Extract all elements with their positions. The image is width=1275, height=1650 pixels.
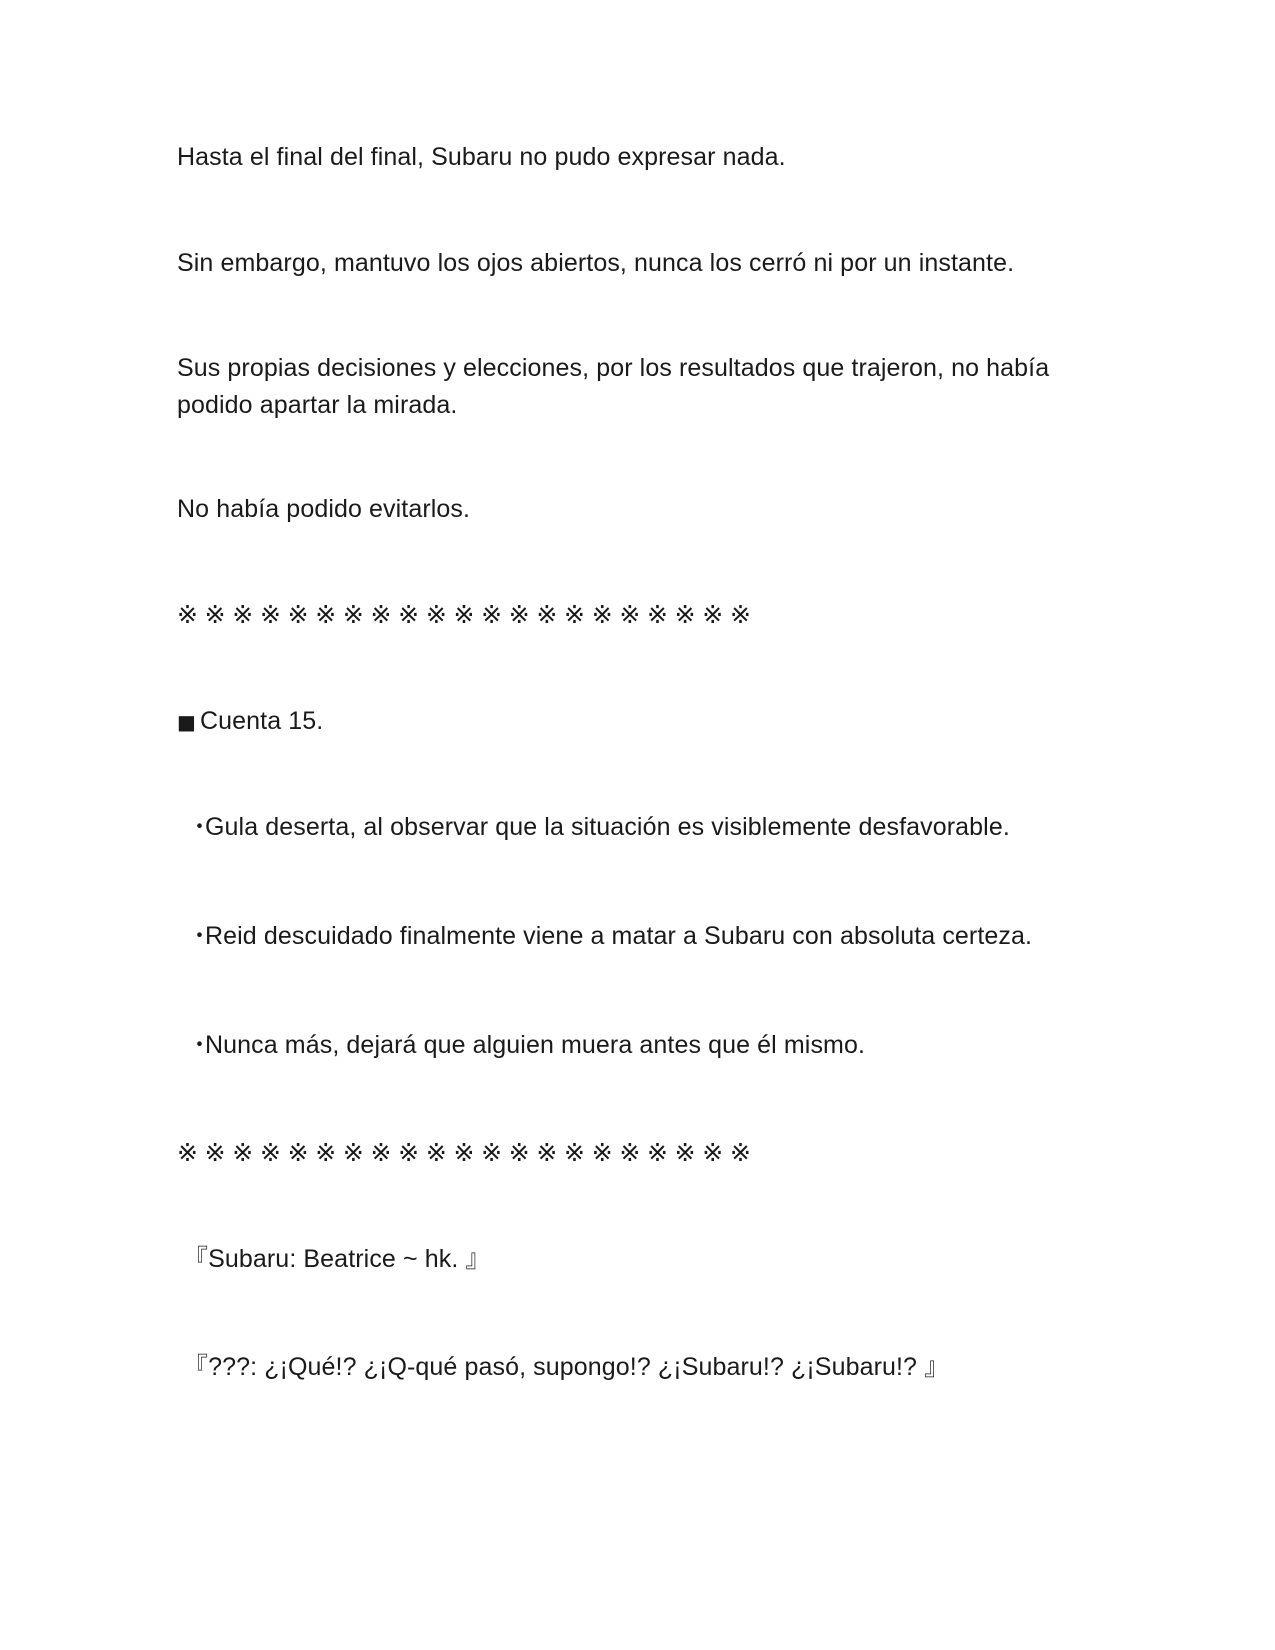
bullet-item-1 — [177, 808, 1117, 846]
bullet-text: Nunca más, dejará que alguien muera antes que él mismo. — [205, 1031, 866, 1059]
dialogue-line-2: 『???: ¿¡Qué!? ¿¡Q-qué pasó, supongo!? ¿¡Subaru!? ¿¡Subaru!? 』 — [183, 1353, 950, 1381]
paragraph-4: No había podido evitarlos. — [177, 495, 471, 523]
scene-separator-top: ※※※※※※※※※※※※※※※※※※※※※ — [177, 600, 758, 629]
paragraph-1: Hasta el final del final, Subaru no pudo expresar nada. — [177, 143, 786, 171]
section-title: Cuenta 15. — [200, 707, 324, 735]
bullet-dot-icon: ・ — [187, 922, 213, 950]
bullet-item-3 — [177, 1026, 1117, 1064]
paragraph-2: Sin embargo, mantuvo los ojos abiertos, nunca los cerró ni por un instante. — [177, 249, 1015, 277]
paragraph-3-line-2: podido apartar la mirada. — [177, 391, 458, 419]
bullet-text: Reid descuidado finalmente viene a matar a Subaru con absoluta certeza. — [205, 922, 1033, 950]
bullet-dot-icon: ・ — [187, 813, 213, 841]
bullet-item-2 — [177, 917, 1117, 955]
square-bullet-icon: ■ — [177, 710, 196, 734]
bullet-text: Gula deserta, al observar que la situación es visiblemente desfavorable. — [205, 813, 1010, 841]
scene-separator-bottom: ※※※※※※※※※※※※※※※※※※※※※ — [177, 1138, 758, 1167]
section-heading — [177, 702, 1117, 741]
paragraph-3-line-1: Sus propias decisiones y elecciones, por los resultados que trajeron, no había — [177, 354, 1050, 382]
bullet-dot-icon: ・ — [187, 1031, 213, 1059]
dialogue-line-1: 『Subaru: Beatrice ~ hk. 』 — [183, 1245, 491, 1273]
